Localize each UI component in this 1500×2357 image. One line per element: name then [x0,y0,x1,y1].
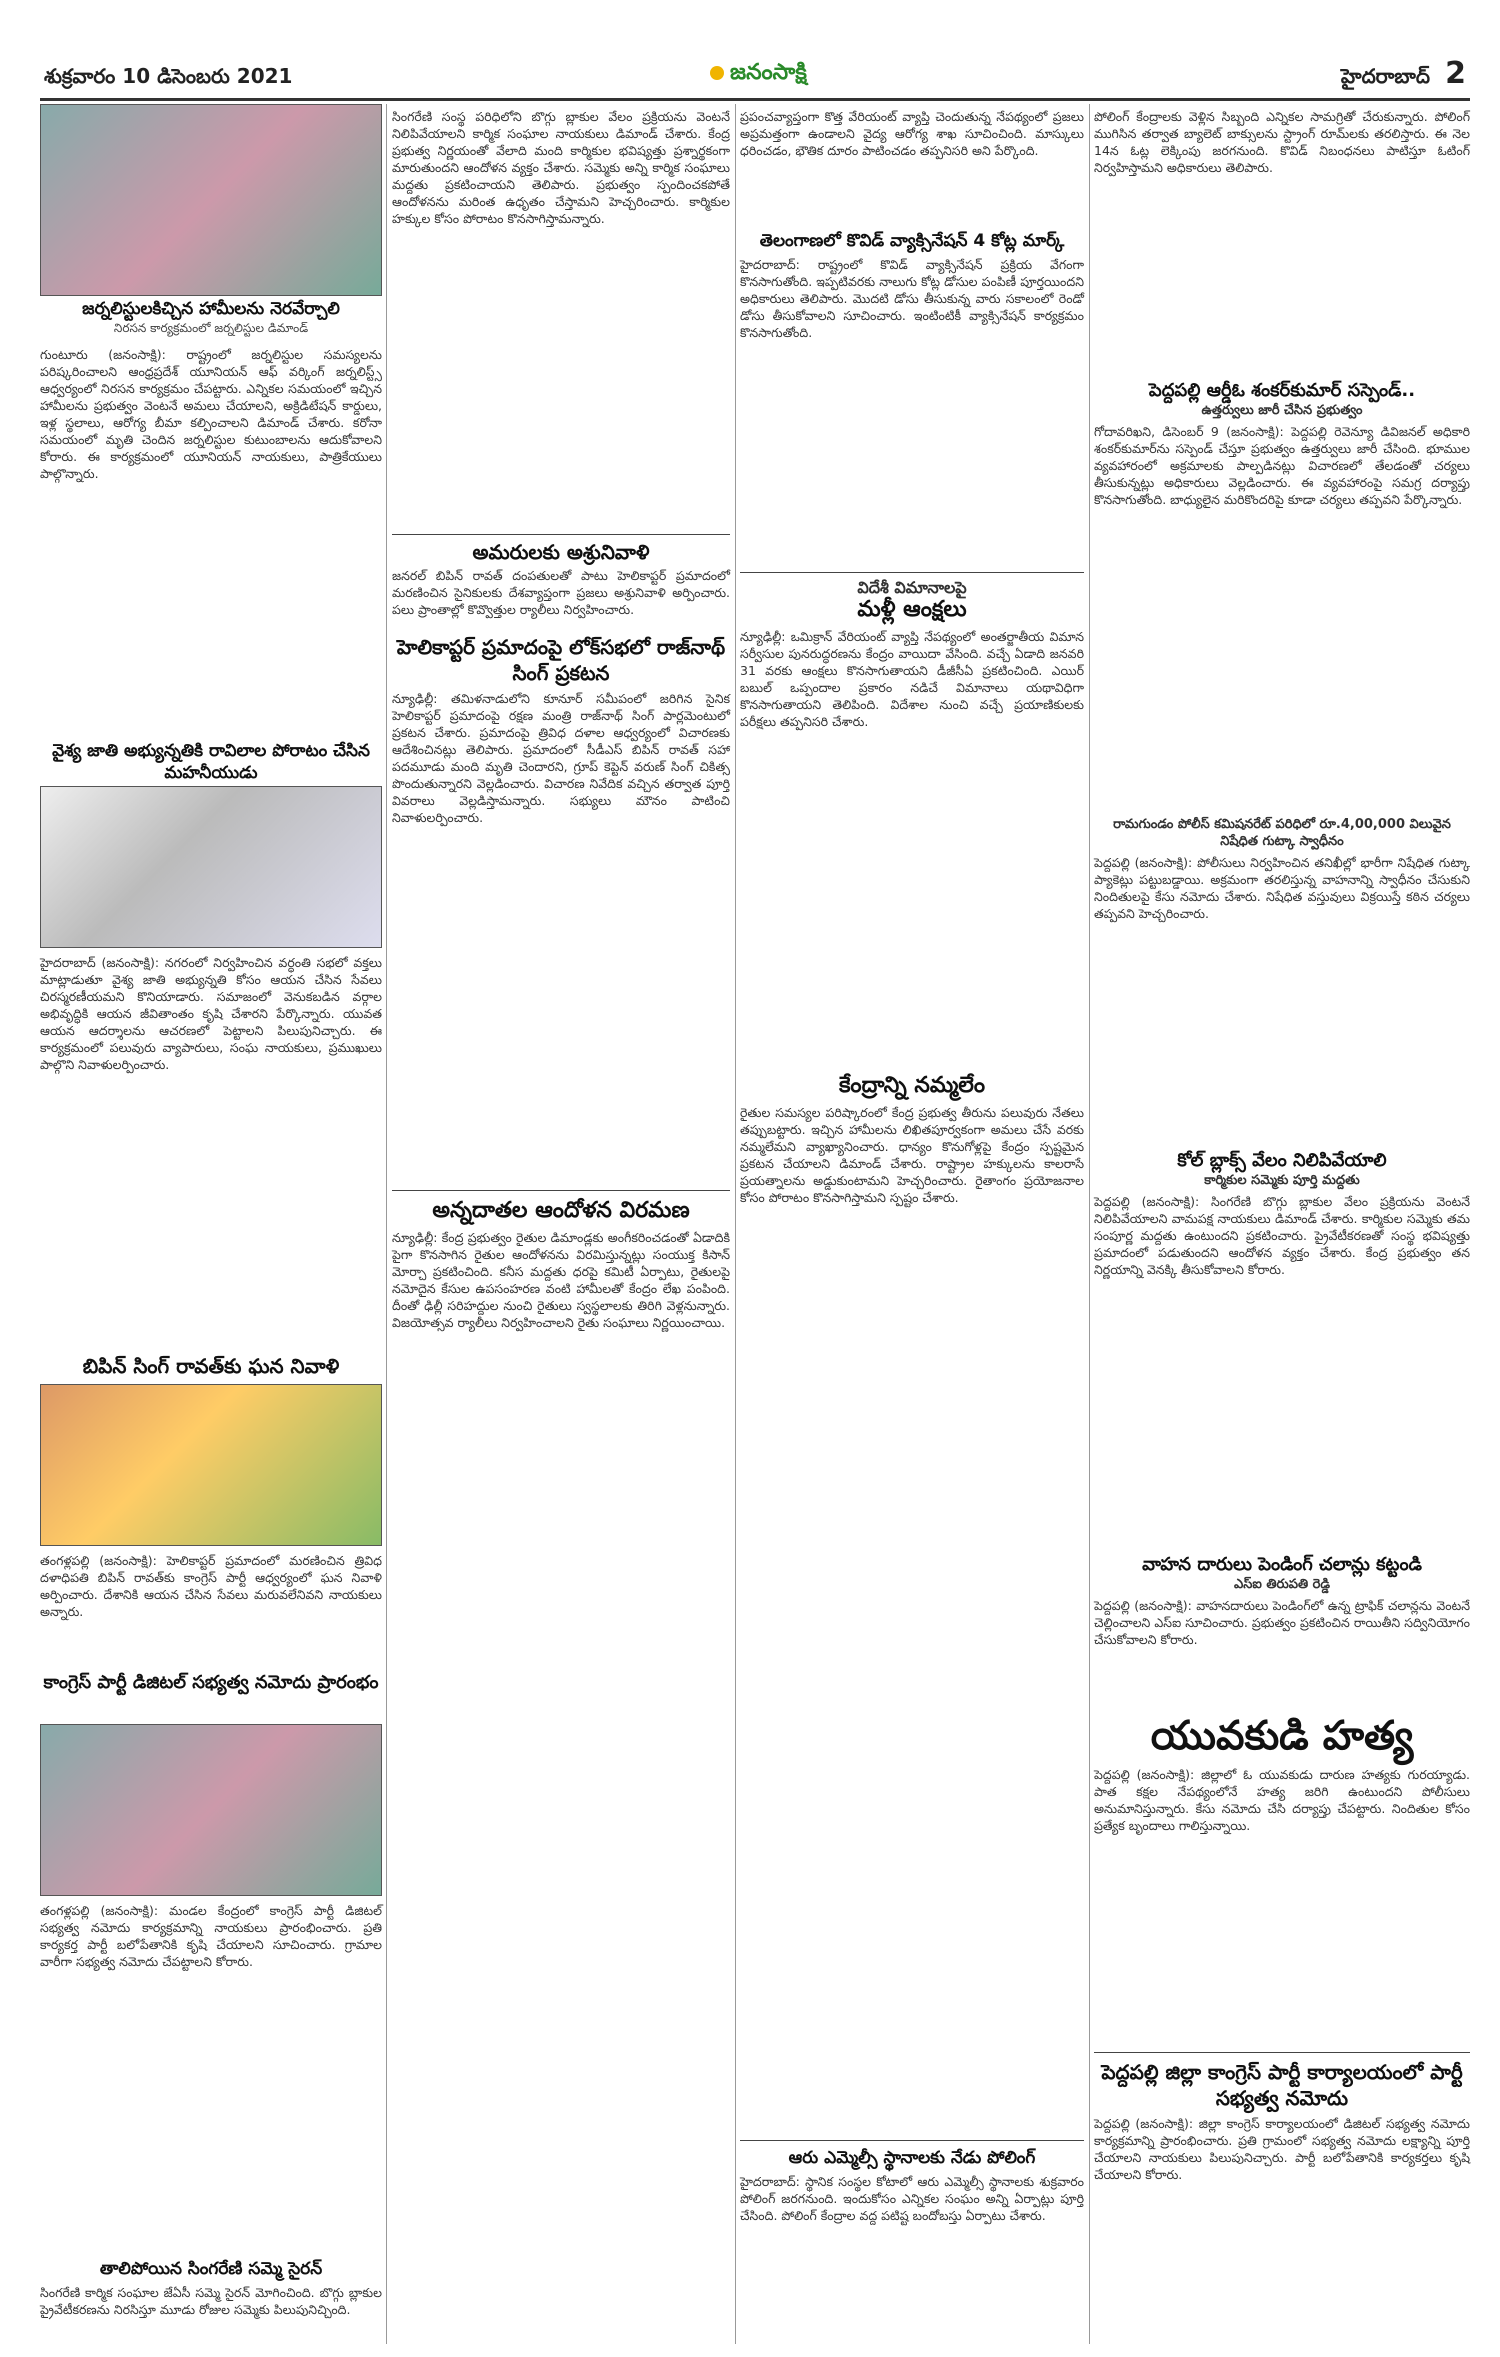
article-vaccination [740,230,1084,560]
article-text: రైతుల సమస్యల పరిష్కారంలో కేంద్ర ప్రభుత్వ తీరును పలువురు నేతలు తప్పుబట్టారు. ఇచ్చిన హామీలను లిఖితపూర్వకంగా అమలు చేసే వరకు నమ్మలేమని వ్యాఖ్యానించారు. ధాన్యం కొనుగోళ్లపై కేంద్రం స్పష్టమైన ప్రకటన చేయాలని డిమాండ్ చేశారు. రాష్ట్రాల హక్కులను కాలరాసే ప్రయత్నాలను అడ్డుకుంటామని హెచ్చరించారు. రైతాంగం ప్రయోజనాల కోసం పోరాటం కొనసాగిస్తామని స్పష్టం చేశారు. [740,1105,1084,1205]
article-congress-digital [40,1672,382,1720]
article-text: పెద్దపల్లి (జనంసాక్షి): జిల్లాలో ఓ యువకుడు దారుణ హత్యకు గురయ్యాడు. పాత కక్షల నేపథ్యంలోనే హత్య జరిగి ఉంటుందని పోలీసులు అనుమానిస్తున్నారు. కేసు నమోదు చేసి దర్యాప్తు చేపట్టారు. నిందితుల కోసం ప్రత్యేక బృందాలు గాలిస్తున్నాయి. [1094,1767,1470,1833]
article-headline: పెద్దపల్లి జిల్లా కాంగ్రెస్ పార్టీ కార్యాలయంలో పార్టీ సభ్యత్వ నమోదు [1101,2060,1463,2110]
article-martyrs [392,528,730,628]
page-number: 2 [1445,56,1466,91]
article-continued [392,104,730,524]
article-text: హైదరాబాద్: రాష్ట్రంలో కొవిడ్ వ్యాక్సినేషన్ ప్రక్రియ వేగంగా కొనసాగుతోంది. ఇప్పటివరకు నాలుగు కోట్ల డోసుల పంపిణీ పూర్తయిందని అధికారులు తెలిపారు. మొదటి డోసు తీసుకున్న వారు సకాలంలో రెండో డోసు తీసుకోవాలని సూచించారు. ఇంటింటికీ వ్యాక్సినేషన్ కార్యక్రమం కొనసాగుతోంది. [740,257,1084,340]
article-text: సింగరేణి కార్మిక సంఘాల జేఏసీ సమ్మె సైరన్ మోగించింది. బొగ్గు బ్లాకుల ప్రైవేటీకరణను నిరసిస్తూ మూడు రోజుల సమ్మెకు పిలుపునిచ్చింది. [40,2285,382,2317]
article-text: పెద్దపల్లి (జనంసాక్షి): పోలీసులు నిర్వహించిన తనిఖీల్లో భారీగా నిషేధిత గుట్కా ప్యాకెట్లు పట్టుబడ్డాయి. అక్రమంగా తరలిస్తున్న వాహనాన్ని స్వాధీనం చేసుకుని నిందితులపై కేసు నమోదు చేశారు. నిషేధిత వస్తువులు విక్రయిస్తే కఠిన చర్యలు తప్పవని హెచ్చరించారు. [1094,855,1470,921]
article-farmers-protest [392,1184,730,2344]
article-text: న్యూఢిల్లీ: కేంద్ర ప్రభుత్వం రైతుల డిమాండ్లకు అంగీకరించడంతో ఏడాదికి పైగా కొనసాగిన రైతుల ఆందోళనను విరమిస్తున్నట్లు సంయుక్త కిసాన్ మోర్చా ప్రకటించింది. కనీస మద్దతు ధరపై కమిటీ ఏర్పాటు, రైతులపై నమోదైన కేసుల ఉపసంహరణ వంటి హామీలతో కేంద్రం లేఖ పంపింది. దీంతో ఢిల్లీ సరిహద్దుల నుంచి రైతులు స్వస్థలాలకు తిరిగి వెళ్లనున్నారు. విజయోత్సవ ర్యాలీలు నిర్వహించాలని రైతు సంఘాలు నిర్ణయించాయి. [392,1230,730,1330]
article-singareni-strike [40,2258,382,2348]
article-text: పోలింగ్ కేంద్రాలకు వెళ్లిన సిబ్బంది ఎన్నికల సామగ్రితో చేరుకున్నారు. పోలింగ్ ముగిసిన తర్వాత బ్యాలెట్ బాక్సులను స్ట్రాంగ్ రూమ్‌లకు తరలిస్తారు. ఈ నెల 14న ఓట్ల లెక్కింపు జరగనుంది. కొవిడ్ నిబంధనలు పాటిస్తూ ఓటింగ్ నిర్వహిస్తామని అధికారులు తెలిపారు. [1094,109,1470,175]
article-kicker: ఎస్ఐ తిరుపతి రెడ్డి [1234,1577,1330,1592]
column-1 [40,104,382,2349]
article-text: హైదరాబాద్: స్థానిక సంస్థల కోటాలో ఆరు ఎమ్మెల్సీ స్థానాలకు శుక్రవారం పోలింగ్ జరగనుంది. ఇందుకోసం ఎన్నికల సంఘం అన్ని ఏర్పాట్లు పూర్తి చేసింది. పోలింగ్ కేంద్రాల వద్ద పటిష్ట బందోబస్తు ఏర్పాటు చేశారు. [740,2174,1084,2223]
logo-text: జనంసాక్షి [730,60,807,85]
article-rdo-suspension [1094,380,1470,810]
article-kicker: విదేశీ విమానాలపై [857,578,967,597]
article-text: గోదావరిఖని, డిసెంబర్ 9 (జనంసాక్షి): పెద్దపల్లి రెవెన్యూ డివిజనల్ అధికారి శంకర్‌కుమార్‌ను సస్పెండ్ చేస్తూ ప్రభుత్వం ఉత్తర్వులు జారీ చేసింది. భూముల వ్యవహారంలో అక్రమాలకు పాల్పడినట్లు విచారణలో తేలడంతో చర్యలు తీసుకున్నట్లు అధికారులు వెల్లడించారు. ఈ వ్యవహారంపై సమగ్ర దర్యాప్తు కొనసాగుతోంది. బాధ్యులైన మరికొందరిపై కూడా చర్యలు తప్పవని పేర్కొన్నారు. [1094,424,1470,507]
article-headline: ఆరు ఎమ్మెల్సీ స్థానాలకు నేడు పోలింగ్ [788,2148,1036,2168]
article-vaishya-head [40,740,382,784]
page-header [40,58,1470,101]
article-text: సింగరేణి సంస్థ పరిధిలోని బొగ్గు బ్లాకుల వేలం ప్రక్రియను వెంటనే నిలిపివేయాలని కార్మిక సంఘాల నాయకులు డిమాండ్ చేశారు. కేంద్ర ప్రభుత్వ నిర్ణయంతో వేలాది మంది కార్మికుల భవిష్యత్తు ప్రశ్నార్థకంగా మారుతుందని ఆందోళన వ్యక్తం చేశారు. సమ్మెకు అన్ని కార్మిక సంఘాలు మద్దతు ప్రకటించాయని తెలిపారు. ప్రభుత్వం స్పందించకపోతే ఆందోళనను మరింత ఉధృతం చేస్తామని హెచ్చరించారు. కార్మికుల హక్కుల కోసం పోరాటం కొనసాగిస్తామన్నారు. [392,109,730,226]
article-text: పెద్దపల్లి (జనంసాక్షి): జిల్లా కాంగ్రెస్ కార్యాలయంలో డిజిటల్ సభ్యత్వ నమోదు కార్యక్రమాన్ని ప్రారంభించారు. ప్రతి గ్రామంలో సభ్యత్వ నమోదు లక్ష్యాన్ని పూర్తి చేయాలని నాయకులు పిలుపునిచ్చారు. పార్టీ బలోపేతానికి కార్యకర్తలు కృషి చేయాలని కోరారు. [1094,2116,1470,2182]
article-text: పెద్దపల్లి (జనంసాక్షి): సింగరేణి బొగ్గు బ్లాకుల వేలం ప్రక్రియను వెంటనే నిలిపివేయాలని వామపక్ష నాయకులు డిమాండ్ చేశారు. కార్మికుల సమ్మెకు తమ సంపూర్ణ మద్దతు ఉంటుందని ప్రకటించారు. ప్రైవేటీకరణతో సంస్థ భవిష్యత్తు ప్రమాదంలో పడుతుందని ఆందోళన వ్యక్తం చేశారు. కేంద్ర ప్రభుత్వం తన నిర్ణయాన్ని వెనక్కి తీసుకోవాలని కోరారు. [1094,1194,1470,1277]
news-photo [40,104,382,296]
article-text: హైదరాబాద్ (జనంసాక్షి): నగరంలో నిర్వహించిన వర్ధంతి సభలో వక్తలు మాట్లాడుతూ వైశ్య జాతి అభ్యున్నతి కోసం ఆయన చేసిన సేవలు చిరస్మరణీయమని కొనియాడారు. సమాజంలో వెనుకబడిన వర్గాల అభివృద్ధికి ఆయన జీవితాంతం కృషి చేశారని పేర్కొన్నారు. యువత ఆయన ఆదర్శాలను ఆచరణలో పెట్టాలని పిలుపునిచ్చారు. ఈ కార్యక్రమంలో పలువురు వ్యాపారులు, సంఘ నాయకులు, ప్రముఖులు పాల్గొని నివాళులర్పించారు. [40,955,382,1072]
column-2 [392,104,730,2349]
article-headline: మళ్లీ ఆంక్షలు [857,597,967,622]
article-headline: అమరులకు అశ్రునివాళి [472,540,650,564]
article-text: ప్రపంచవ్యాప్తంగా కొత్త వేరియంట్ వ్యాప్తి చెందుతున్న నేపథ్యంలో ప్రజలు అప్రమత్తంగా ఉండాలని వైద్య ఆరోగ్య శాఖ సూచించింది. మాస్కులు ధరించడం, భౌతిక దూరం పాటించడం తప్పనిసరి అని పేర్కొంది. [740,109,1084,158]
column-rule [1089,104,1090,2344]
article-kicker: కార్మికుల సమ్మెకు పూర్తి మద్దతు [1204,1173,1360,1188]
article-headline: తాలిపోయిన సింగరేణి సమ్మె సైరన్ [99,2259,323,2279]
article-headline: వైశ్య జాతి అభ్యున్నతికి రావిలాల పోరాటం చేసిన మహనీయుడు [52,741,370,783]
article-continued [740,104,1084,224]
article-gutka-seizure [1094,816,1470,1146]
article-journalists [40,298,382,338]
article-headline: బిపిన్ సింగ్ రావత్‌కు ఘన నివాళి [82,1354,340,1378]
article-body [40,342,382,734]
article-challans [1094,1554,1470,1704]
article-body [40,950,382,1350]
article-coal-blocks [1094,1150,1470,1550]
article-murder [1094,1710,1470,2040]
article-body [40,1548,382,1668]
article-subhead: నిరసన కార్యక్రమంలో జర్నలిస్టుల డిమాండ్ [113,321,309,335]
news-photo [40,786,382,948]
article-text: పెద్దపల్లి (జనంసాక్షి): వాహనదారులు పెండింగ్‌లో ఉన్న ట్రాఫిక్ చలాన్లను వెంటనే చెల్లించాలని ఎస్ఐ సూచించారు. ప్రభుత్వం ప్రకటించిన రాయితీని సద్వినియోగం చేసుకోవాలని కోరారు. [1094,1598,1470,1647]
article-flights [740,566,1084,1066]
edition-city: హైదరాబాద్ [1340,64,1430,88]
news-photo [40,1724,382,1896]
article-rawat-tribute [40,1354,382,1380]
article-headline: వాహన దారులు పెండింగ్ చలాన్లు కట్టండి [1142,1554,1422,1575]
article-text: జనరల్ బిపిన్ రావత్ దంపతులతో పాటు హెలికాప్టర్ ప్రమాదంలో మరణించిన సైనికులకు దేశవ్యాప్తంగా ప్రజలు అశ్రునివాళి అర్పించారు. పలు ప్రాంతాల్లో కొవ్వొత్తుల ర్యాలీలు నిర్వహించారు. [392,568,730,617]
article-text: న్యూఢిల్లీ: ఒమిక్రాన్ వేరియంట్ వ్యాప్తి నేపథ్యంలో అంతర్జాతీయ విమాన సర్వీసుల పునరుద్ధరణను కేంద్రం వాయిదా వేసింది. వచ్చే ఏడాది జనవరి 31 వరకు ఆంక్షలు కొనసాగుతాయని డీజీసీఏ ప్రకటించింది. ఎయిర్ బబుల్ ఒప్పందాల ప్రకారం నడిచే విమానాలు యథావిధిగా కొనసాగుతాయని తెలిపింది. విదేశాల నుంచి వచ్చే ప్రయాణికులకు పరీక్షలు తప్పనిసరి చేశారు. [740,629,1084,729]
article-congress-membership [1094,2046,1470,2346]
column-4 [1094,104,1470,2349]
article-headline: అన్నదాతల ఆందోళన విరమణ [432,1198,690,1223]
article-headline: కాంగ్రెస్ పార్టీ డిజిటల్ సభ్యత్వ నమోదు ప్రారంభం [43,1672,379,1693]
column-rule [386,104,387,2344]
masthead-logo [710,60,807,90]
article-helicopter [392,634,730,1174]
article-continued [1094,104,1470,374]
article-headline: కేంద్రాన్ని నమ్మలేం [838,1073,986,1098]
article-text: న్యూఢిల్లీ: తమిళనాడులోని కూనూర్ సమీపంలో జరిగిన సైనిక హెలికాప్టర్ ప్రమాదంపై రక్షణ మంత్రి రాజ్‌నాథ్ సింగ్ పార్లమెంటులో ప్రకటన చేశారు. ప్రమాదంపై త్రివిధ దళాల ఆధ్వర్యంలో విచారణకు ఆదేశించినట్లు తెలిపారు. ప్రమాదంలో సీడీఎస్ బిపిన్ రావత్ సహా పదమూడు మంది మృతి చెందారని, గ్రూప్ కెప్టెన్ వరుణ్ సింగ్ చికిత్స పొందుతున్నారని వెల్లడించారు. విచారణ నివేదిక వచ్చిన తర్వాత పూర్తి వివరాలు వెల్లడిస్తామన్నారు. సభ్యులు మౌనం పాటించి నివాళులర్పించారు. [392,691,730,825]
article-headline: పెద్దపల్లి ఆర్డీఓ శంకర్‌కుమార్ సస్పెండ్.. [1148,380,1416,401]
article-mlc-polling [740,2134,1084,2344]
article-text: తంగళ్లపల్లి (జనంసాక్షి): మండల కేంద్రంలో కాంగ్రెస్ పార్టీ డిజిటల్ సభ్యత్వ నమోదు కార్యక్రమాన్ని నాయకులు ప్రారంభించారు. ప్రతి కార్యకర్త పార్టీ బలోపేతానికి కృషి చేయాలని సూచించారు. గ్రామాల వారీగా సభ్యత్వ నమోదు చేపట్టాలని కోరారు. [40,1903,382,1969]
article-kicker: ఉత్తర్వులు జారీ చేసిన ప్రభుత్వం [1201,403,1363,418]
article-headline: జర్నలిస్టులకిచ్చిన హామీలను నెరవేర్చాలి [82,299,340,319]
article-headline: హెలికాప్టర్ ప్రమాదంపై లోక్‌సభలో రాజ్‌నాథ్ సింగ్ ప్రకటన [396,635,726,685]
news-photo [40,1384,382,1546]
article-centre-trust [740,1072,1084,2122]
issue-date: శుక్రవారం 10 డిసెంబరు 2021 [44,64,293,88]
article-headline: యువకుడి హత్య [1150,1713,1414,1759]
article-body [40,1898,382,2048]
logo-sun-icon [710,66,724,80]
article-text: గుంటూరు (జనంసాక్షి): రాష్ట్రంలో జర్నలిస్టుల సమస్యలను పరిష్కరించాలని ఆంధ్రప్రదేశ్ యూనియన్ ఆఫ్ వర్కింగ్ జర్నలిస్ట్స్ ఆధ్వర్యంలో నిరసన కార్యక్రమం చేపట్టారు. ఎన్నికల సమయంలో ఇచ్చిన హామీలను ప్రభుత్వం వెంటనే అమలు చేయాలని, అక్రిడిటేషన్ కార్డులు, ఇళ్ల స్థలాలు, ఆరోగ్య బీమా కల్పించాలని డిమాండ్ చేశారు. కరోనా సమయంలో మృతి చెందిన జర్నలిస్టుల కుటుంబాలను ఆదుకోవాలని కోరారు. ఈ కార్యక్రమంలో యూనియన్ నాయకులు, పాత్రికేయులు పాల్గొన్నారు. [40,347,382,481]
article-headline: తెలంగాణలో కొవిడ్ వ్యాక్సినేషన్ 4 కోట్ల మార్క్ [759,231,1065,251]
article-kicker: రామగుండం పోలీస్ కమిషనరేట్ పరిధిలో రూ.4,00,000 విలువైన నిషేధిత గుట్కా స్వాధీనం [1113,817,1451,849]
article-text: తంగళ్లపల్లి (జనంసాక్షి): హెలికాప్టర్ ప్రమాదంలో మరణించిన త్రివిధ దళాధిపతి బిపిన్ రావత్‌కు కాంగ్రెస్ పార్టీ ఆధ్వర్యంలో ఘన నివాళి అర్పించారు. దేశానికి ఆయన చేసిన సేవలు మరువలేనివని నాయకులు అన్నారు. [40,1553,382,1619]
column-3 [740,104,1084,2349]
article-headline: కోల్ బ్లాక్స్ వేలం నిలిపివేయాలి [1177,1150,1387,1171]
column-rule [735,104,736,2344]
